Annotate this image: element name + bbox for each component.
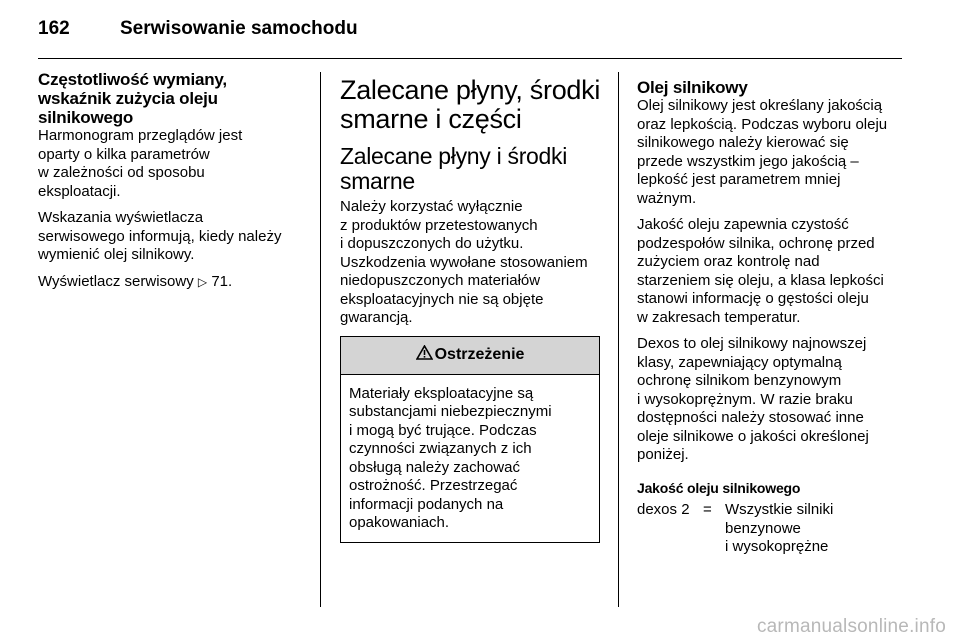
- xref-text: Wyświetlacz serwisowy: [38, 272, 194, 290]
- page-number: 162: [38, 18, 70, 39]
- watermark: carmanualsonline.info: [756, 616, 946, 637]
- oil-grade: dexos 2: [637, 501, 690, 518]
- cross-reference[interactable]: [38, 273, 313, 292]
- warning-text: Materiały eksploatacyjne są substancjami niebezpiecznymi i mogą być trujące. Podczas czynności związanych z ich obsługą należy zachować ostrożność. Przestrzegać informacji podanych na opakowaniach.: [349, 384, 552, 531]
- column-3: [637, 78, 912, 557]
- paragraph: Jakość oleju zapewnia czystość podzespołów silnika, ochronę przed zużyciem oraz kontrolę nad starzeniem się oleju, a klasa lepkości stanowi informację o gęstości oleju w zakresach temperatur.: [637, 216, 884, 326]
- paragraph: Harmonogram przeglądów jest oparty o kilka parametrów w zależności od sposobu eksploatacji.: [38, 127, 243, 200]
- column-1: [38, 70, 313, 299]
- section-heading-engine-oil: Olej silnikowy: [637, 78, 748, 97]
- page-header-title: Serwisowanie samochodu: [120, 18, 358, 39]
- warning-triangle-icon: [416, 345, 433, 366]
- equals-sign: =: [703, 501, 712, 518]
- paragraph: Należy korzystać wyłącznie z produktów przetestowanych i dopuszczonych do użytku. Uszkodzenia wywołane stosowaniem niedopuszczonych materiałów eksploatacyjnych nie są objęte gwarancją.: [340, 198, 588, 326]
- xref-page: 71.: [211, 272, 233, 290]
- oil-application: Wszystkie silniki benzynowe i wysokoprężne: [725, 501, 834, 555]
- column-2: [340, 74, 610, 543]
- table-row: [637, 501, 912, 557]
- warning-title: Ostrzeżenie: [434, 345, 525, 363]
- warning-box: [340, 336, 600, 543]
- paragraph: Dexos to olej silnikowy najnowszej klasy, zapewniający optymalną ochronę silnikom benzynowym i wysokoprężnym. W razie braku dostępności należy stosować inne oleje silnikowe o jakości określonej poniżej.: [637, 335, 869, 463]
- column-divider-2: [618, 72, 619, 607]
- page-reference-arrow-icon: ▷: [197, 274, 208, 289]
- paragraph: Olej silnikowy jest określany jakością oraz lepkością. Podczas wyboru oleju silnikowego należy kierować się przede wszystkim jego jakością – lepkość jest parametrem mniej ważnym.: [637, 97, 888, 207]
- header-rule: [38, 58, 902, 59]
- section-heading-oil-change: Częstotliwość wymiany, wskaźnik zużycia oleju silnikowego: [38, 70, 227, 127]
- warning-header: [341, 337, 599, 375]
- paragraph: Wskazania wyświetlacza serwisowego informują, kiedy należy wymienić olej silnikowy.: [38, 209, 282, 263]
- chapter-heading: Zalecane płyny, środki smarne i części: [340, 75, 601, 134]
- oil-quality-table-title: Jakość oleju silnikowego: [637, 479, 801, 496]
- section-heading-fluids: Zalecane płyny i środki smarne: [340, 143, 568, 194]
- column-divider-1: [320, 72, 321, 607]
